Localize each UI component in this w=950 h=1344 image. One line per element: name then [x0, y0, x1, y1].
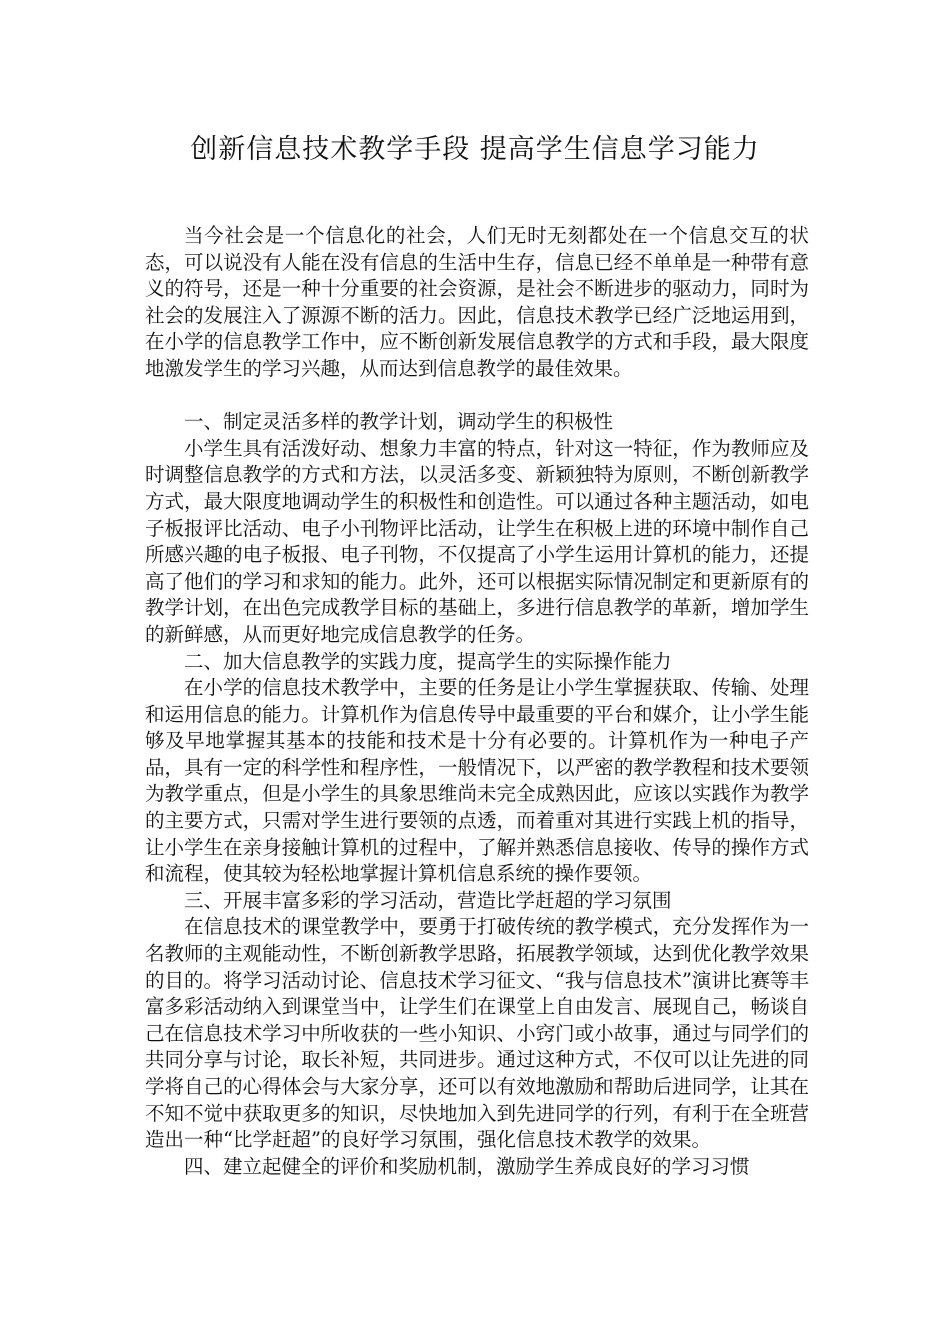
paragraph-spacer: [145, 383, 809, 410]
section-1-body: 小学生具有活泼好动、想象力丰富的特点，针对这一特征，作为教师应及时调整信息教学的方式和方法，以灵活多变、新颖独特为原则，不断创新教学方式，最大限度地调动学生的积极性和创造性。可以通过各种主题活动，如电子板报评比活动、电子小刊物评比活动，让学生在积极上进的环境中制作自己所感兴趣的电子板报、电子刊物，不仅提高了小学生运用计算机的能力，还提高了他们的学习和求知的能力。此外，还可以根据实际情况制定和更新原有的教学计划，在出色完成教学目标的基础上，多进行信息教学的革新，增加学生的新鲜感，从而更好地完成信息教学的任务。: [145, 436, 809, 646]
section-3-heading: 三、开展丰富多彩的学习活动，营造比学赶超的学习氛围: [184, 888, 672, 912]
document-body: [145, 223, 809, 1180]
section-4-heading: 四、建立起健全的评价和奖励机制，激励学生养成良好的学习习惯: [184, 1154, 750, 1178]
section-2-heading: 二、加大信息教学的实践力度，提高学生的实际操作能力: [184, 649, 672, 673]
section-2-body: 在小学的信息技术教学中，主要的任务是让小学生掌握获取、传输、处理和运用信息的能力。计算机作为信息传导中最重要的平台和媒介，让小学生能够及早地掌握其基本的技能和技术是十分有必要的。计算机作为一种电子产品，具有一定的科学性和程序性，一般情况下，以严密的教学教程和技术要领为教学重点，但是小学生的具象思维尚未完全成熟因此，应该以实践作为教学的主要方式，只需对学生进行要领的点透，而着重对其进行实践上机的指导，让小学生在亲身接触计算机的过程中，了解并熟悉信息接收、传导的操作方式和流程，使其较为轻松地掌握计算机信息系统的操作要领。: [145, 676, 809, 886]
document-title: 创新信息技术教学手段 提高学生信息学习能力: [190, 134, 760, 165]
intro-paragraph: 当今社会是一个信息化的社会，人们无时无刻都处在一个信息交互的状态，可以说没有人能在没有信息的生活中生存，信息已经不单单是一种带有意义的符号，还是一种十分重要的社会资源，是社会不断进步的驱动力，同时为社会的发展注入了源源不断的活力。因此，信息技术教学已经广泛地运用到，在小学的信息教学工作中，应不断创新发展信息教学的方式和手段，最大限度地激发学生的学习兴趣，从而达到信息教学的最佳效果。: [145, 224, 809, 380]
section-1-heading: 一、制定灵活多样的教学计划，调动学生的积极性: [184, 410, 614, 434]
section-3-body: 在信息技术的课堂教学中，要勇于打破传统的教学模式，充分发挥作为一名教师的主观能动性，不断创新教学思路，拓展教学领域，达到优化教学效果的目的。将学习活动讨论、信息技术学习征文、“我与信息技术”演讲比赛等丰富多彩活动纳入到课堂当中，让学生们在课堂上自由发言、展现自己，畅谈自己在信息技术学习中所收获的一些小知识、小窍门或小故事，通过与同学们的共同分享与讨论，取长补短，共同进步。通过这种方式，不仅可以让先进的同学将自己的心得体会与大家分享，还可以有效地激励和帮助后进同学，让其在不知不觉中获取更多的知识，尽快地加入到先进同学的行列，有利于在全班营造出一种“比学赶超”的良好学习氛围，强化信息技术教学的效果。: [145, 915, 809, 1152]
